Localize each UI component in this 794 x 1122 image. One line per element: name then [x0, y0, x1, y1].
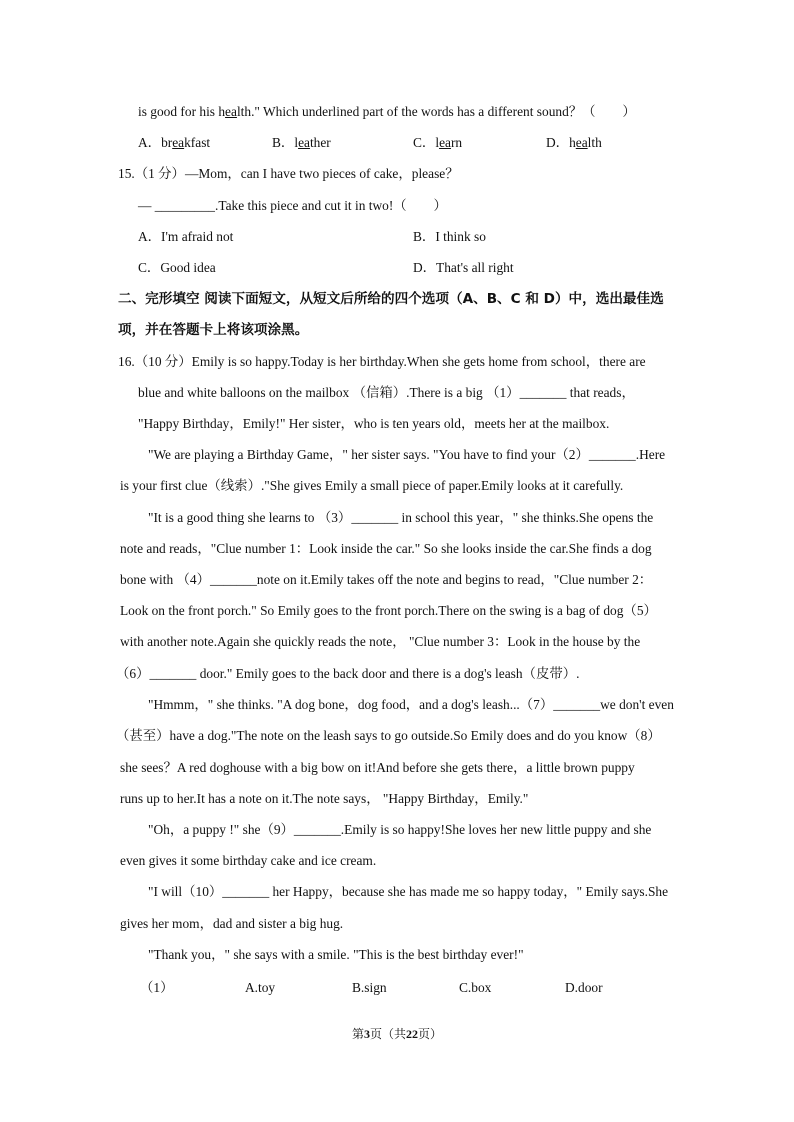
- footer-text: 页）: [418, 1027, 443, 1041]
- passage-line: Look on the front porch." So Emily goes to the front porch.There on the swing is a bag of dog（5）: [120, 603, 657, 618]
- q14-option-d[interactable]: [546, 135, 602, 151]
- q15-option-c[interactable]: C．Good idea: [138, 260, 216, 275]
- total-pages: 22: [406, 1027, 418, 1041]
- passage-line: "I will（10）_______ her Happy，because she has made me so happy today，" Emily says.She: [148, 884, 669, 899]
- passage-line: she sees？A red doghouse with a big bow on it!And before she gets there，a little brown puppy: [120, 760, 635, 775]
- option-text: lth: [587, 135, 602, 150]
- passage-line: bone with （4）_______note on it.Emily takes off the note and begins to read，"Clue number 2：: [120, 572, 653, 587]
- passage-line: （6）_______ door." Emily goes to the back door and there is a dog's leash（皮带）.: [116, 666, 580, 681]
- passage-line: 16.（10 分）Emily is so happy.Today is her birthday.When she gets home from school，there are: [118, 354, 646, 369]
- passage-line: "Happy Birthday，Emily!" Her sister，who is ten years old，meets her at the mailbox.: [138, 416, 610, 431]
- passage-line: "It is a good thing she learns to （3）_______ in school this year，" she thinks.She opens the: [148, 510, 654, 525]
- q14-option-c[interactable]: [413, 135, 462, 151]
- passage-line: blue and white balloons on the mailbox （信箱）.There is a big （1）_______ that reads，: [138, 385, 635, 400]
- option-underline: ea: [298, 135, 310, 150]
- option-letter: C．: [413, 135, 436, 150]
- option-letter: D．: [546, 135, 570, 150]
- q14-stem-post: lth." Which underlined part of the words has a different sound？（ ）: [236, 104, 636, 119]
- option-text: h: [569, 135, 576, 150]
- passage-line: "Thank you，" she says with a smile. "This is the best birthday ever!": [148, 947, 524, 962]
- passage-line: "Oh，a puppy !" she（9）_______.Emily is so happy!She loves her new little puppy and she: [148, 822, 652, 837]
- footer-text: 页（共: [369, 1027, 406, 1041]
- section-heading: 二、完形填空 阅读下面短文，从短文后所给的四个选项（A、B、C 和 D）中，选出最佳选: [118, 291, 664, 307]
- page-number: 3: [363, 1027, 370, 1041]
- q15-stem: 15.（1 分）—Mom，can I have two pieces of cake，please？: [118, 166, 459, 181]
- q14-stem: [138, 104, 636, 120]
- option-text: l: [294, 135, 299, 150]
- q15-option-d[interactable]: D．That's all right: [413, 260, 514, 275]
- passage-line: with another note.Again she quickly reads the note， "Clue number 3：Look in the house by the: [120, 634, 641, 649]
- passage-line: "Hmmm，" she thinks. "A dog bone，dog food，and a dog's leash...（7）_______we don't even: [148, 697, 674, 712]
- option-underline: ea: [172, 135, 185, 150]
- passage-line: even gives it some birthday cake and ice cream.: [120, 853, 377, 868]
- q14-stem-underline: ea: [225, 104, 237, 119]
- answer-row-number: （1）: [140, 980, 174, 995]
- q14-stem-pre: is good for his h: [138, 104, 226, 119]
- passage-line: note and reads，"Clue number 1：Look inside the car." So she looks inside the car.She finds a dog: [120, 541, 652, 556]
- q14-option-a[interactable]: [138, 135, 210, 151]
- passage-line: is your first clue（线索）."She gives Emily a small piece of paper.Emily looks at it carefully.: [120, 478, 624, 493]
- answer-option-d[interactable]: D.door: [565, 980, 603, 995]
- option-text: l: [435, 135, 440, 150]
- option-underline: ea: [575, 135, 588, 150]
- footer-text: 第: [351, 1027, 364, 1041]
- page-footer: [0, 1026, 794, 1042]
- option-text: ther: [309, 135, 331, 150]
- option-text: rn: [450, 135, 463, 150]
- passage-line: runs up to her.It has a note on it.The note says， "Happy Birthday，Emily.": [120, 791, 529, 806]
- passage-line: "We are playing a Birthday Game，" her sister says. "You have to find your（2）_______.Here: [148, 447, 666, 462]
- q15-prompt: — _________.Take this piece and cut it in two!（ ）: [138, 198, 447, 213]
- option-underline: ea: [439, 135, 451, 150]
- passage-line: （甚至）have a dog."The note on the leash says to go outside.So Emily does and do you know（8）: [116, 728, 661, 743]
- answer-option-a[interactable]: A.toy: [245, 980, 276, 995]
- option-text: kfast: [184, 135, 211, 150]
- passage-line: gives her mom，dad and sister a big hug.: [120, 916, 344, 931]
- answer-option-c[interactable]: C.box: [459, 980, 492, 995]
- q15-option-a[interactable]: A．I'm afraid not: [138, 229, 234, 244]
- answer-option-b[interactable]: B.sign: [352, 980, 387, 995]
- q15-option-b[interactable]: B．I think so: [413, 229, 486, 244]
- option-letter: A．: [138, 135, 162, 150]
- option-letter: B．: [272, 135, 295, 150]
- section-heading-cont: 项，并在答题卡上将该项涂黑。: [118, 322, 309, 338]
- q14-option-b[interactable]: [272, 135, 331, 151]
- option-text: br: [161, 135, 173, 150]
